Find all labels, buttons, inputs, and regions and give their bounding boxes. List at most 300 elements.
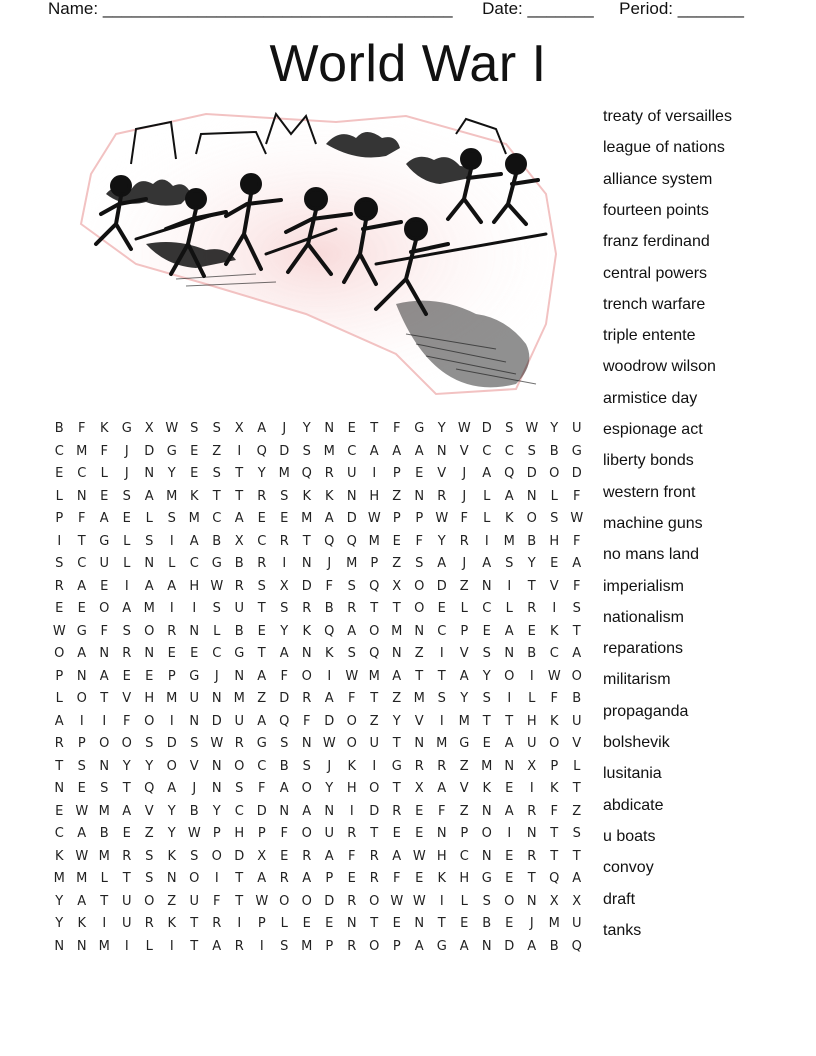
grid-letter[interactable]: P — [460, 623, 469, 639]
grid-letter[interactable]: M — [53, 871, 65, 886]
grid-letter[interactable]: F — [280, 668, 288, 684]
grid-letter[interactable]: C — [257, 533, 267, 549]
grid-letter[interactable]: B — [99, 826, 109, 841]
grid-letter[interactable]: R — [459, 533, 469, 549]
grid-letter[interactable]: O — [414, 601, 425, 616]
grid-letter[interactable]: O — [301, 668, 312, 684]
grid-letter[interactable]: E — [190, 646, 199, 661]
grid-letter[interactable]: C — [504, 443, 514, 459]
grid-letter[interactable]: E — [302, 916, 311, 931]
grid-letter[interactable]: Y — [437, 533, 446, 549]
grid-letter[interactable]: I — [529, 668, 534, 684]
grid-letter[interactable]: G — [99, 533, 110, 549]
grid-letter[interactable]: U — [571, 421, 582, 436]
grid-letter[interactable]: V — [414, 713, 424, 729]
grid-letter[interactable]: S — [482, 893, 491, 909]
grid-letter[interactable]: K — [77, 916, 87, 931]
grid-letter[interactable]: O — [211, 848, 222, 864]
grid-letter[interactable]: A — [167, 781, 177, 796]
grid-letter[interactable]: S — [122, 488, 131, 504]
grid-letter[interactable]: E — [392, 916, 401, 931]
grid-letter[interactable]: Z — [167, 893, 177, 909]
grid-letter[interactable]: I — [169, 533, 174, 549]
grid-letter[interactable]: Z — [257, 691, 267, 706]
grid-letter[interactable]: I — [552, 601, 557, 616]
grid-letter[interactable]: Q — [571, 938, 582, 954]
grid-letter[interactable]: R — [257, 556, 267, 571]
grid-letter[interactable]: Y — [257, 466, 266, 481]
grid-letter[interactable]: A — [437, 781, 447, 796]
grid-letter[interactable]: J — [192, 781, 197, 796]
grid-letter[interactable]: Z — [459, 578, 469, 594]
grid-letter[interactable]: L — [573, 758, 581, 774]
grid-letter[interactable]: D — [369, 803, 380, 819]
grid-letter[interactable]: E — [257, 511, 266, 526]
grid-letter[interactable]: T — [572, 848, 581, 864]
grid-letter[interactable]: S — [280, 601, 289, 616]
grid-letter[interactable]: G — [391, 758, 402, 774]
grid-letter[interactable]: M — [188, 511, 200, 526]
grid-letter[interactable]: N — [504, 646, 515, 661]
grid-letter[interactable]: M — [301, 938, 313, 954]
grid-letter[interactable]: O — [189, 871, 200, 886]
grid-letter[interactable]: N — [76, 488, 87, 504]
grid-letter[interactable]: T — [527, 578, 536, 594]
grid-letter[interactable]: B — [527, 646, 537, 661]
grid-letter[interactable]: Q — [301, 466, 312, 481]
grid-letter[interactable]: M — [391, 623, 403, 639]
grid-letter[interactable]: Y — [550, 421, 559, 436]
grid-letter[interactable]: L — [213, 623, 221, 639]
grid-letter[interactable]: N — [301, 646, 312, 661]
grid-letter[interactable]: M — [481, 758, 493, 774]
grid-letter[interactable]: A — [212, 938, 222, 954]
grid-letter[interactable]: F — [303, 713, 311, 729]
grid-letter[interactable]: N — [481, 938, 492, 954]
grid-letter[interactable]: L — [483, 511, 491, 526]
grid-letter[interactable]: N — [414, 736, 425, 751]
grid-letter[interactable]: W — [547, 668, 561, 684]
grid-letter[interactable]: S — [190, 421, 199, 436]
grid-letter[interactable]: L — [460, 893, 468, 909]
grid-letter[interactable]: D — [256, 803, 267, 819]
grid-letter[interactable]: L — [123, 556, 131, 571]
grid-letter[interactable]: I — [327, 668, 332, 684]
grid-letter[interactable]: V — [144, 803, 154, 819]
grid-letter[interactable]: A — [122, 601, 132, 616]
grid-letter[interactable]: T — [370, 691, 379, 706]
grid-letter[interactable]: U — [189, 691, 199, 706]
grid-letter[interactable]: Y — [437, 421, 446, 436]
grid-letter[interactable]: S — [302, 443, 311, 459]
grid-letter[interactable]: Z — [392, 691, 402, 706]
grid-letter[interactable]: E — [122, 511, 131, 526]
grid-letter[interactable]: M — [346, 556, 358, 571]
grid-letter[interactable]: W — [390, 893, 404, 909]
grid-letter[interactable]: E — [55, 803, 64, 819]
grid-letter[interactable]: I — [349, 803, 354, 819]
grid-letter[interactable]: A — [144, 578, 154, 594]
grid-letter[interactable]: T — [437, 916, 446, 931]
grid-letter[interactable]: N — [301, 556, 312, 571]
grid-letter[interactable]: S — [572, 826, 581, 841]
grid-letter[interactable]: W — [435, 511, 449, 526]
grid-letter[interactable]: N — [414, 623, 425, 639]
grid-letter[interactable]: F — [325, 578, 333, 594]
grid-letter[interactable]: D — [324, 893, 335, 909]
grid-letter[interactable]: E — [55, 466, 64, 481]
grid-letter[interactable]: T — [55, 758, 64, 774]
grid-letter[interactable]: T — [235, 871, 244, 886]
grid-letter[interactable]: U — [234, 713, 244, 729]
grid-letter[interactable]: N — [99, 646, 110, 661]
grid-letter[interactable]: W — [187, 826, 201, 841]
grid-letter[interactable]: K — [324, 646, 334, 661]
grid-letter[interactable]: S — [55, 556, 64, 571]
grid-letter[interactable]: E — [482, 736, 491, 751]
grid-letter[interactable]: E — [77, 601, 86, 616]
grid-letter[interactable]: M — [548, 916, 560, 931]
grid-letter[interactable]: K — [324, 488, 334, 504]
grid-letter[interactable]: X — [414, 781, 424, 796]
grid-letter[interactable]: M — [323, 443, 335, 459]
grid-letter[interactable]: P — [77, 736, 86, 751]
grid-letter[interactable]: R — [527, 803, 537, 819]
grid-letter[interactable]: U — [121, 893, 132, 909]
grid-letter[interactable]: O — [369, 938, 380, 954]
grid-letter[interactable]: S — [190, 848, 199, 864]
grid-letter[interactable]: I — [282, 556, 287, 571]
grid-letter[interactable]: X — [572, 893, 582, 909]
grid-letter[interactable]: E — [280, 511, 289, 526]
grid-letter[interactable]: A — [324, 511, 334, 526]
grid-letter[interactable]: Q — [324, 623, 335, 639]
grid-letter[interactable]: R — [257, 488, 267, 504]
grid-letter[interactable]: P — [392, 466, 401, 481]
grid-letter[interactable]: Z — [459, 803, 469, 819]
grid-letter[interactable]: K — [437, 871, 447, 886]
grid-letter[interactable]: T — [100, 691, 109, 706]
grid-letter[interactable]: I — [439, 646, 444, 661]
grid-letter[interactable]: S — [482, 646, 491, 661]
grid-letter[interactable]: M — [436, 736, 448, 751]
grid-letter[interactable]: B — [279, 758, 289, 774]
grid-letter[interactable]: N — [481, 803, 492, 819]
grid-letter[interactable]: Y — [325, 781, 334, 796]
grid-letter[interactable]: D — [436, 578, 447, 594]
grid-letter[interactable]: W — [570, 511, 584, 526]
grid-letter[interactable]: R — [234, 578, 244, 594]
grid-letter[interactable]: N — [211, 758, 222, 774]
grid-letter[interactable]: O — [369, 893, 380, 909]
grid-letter[interactable]: A — [459, 668, 469, 684]
grid-letter[interactable]: F — [78, 421, 86, 436]
grid-letter[interactable]: O — [549, 736, 560, 751]
grid-letter[interactable]: T — [257, 601, 266, 616]
grid-letter[interactable]: J — [462, 556, 467, 571]
grid-letter[interactable]: Z — [572, 803, 582, 819]
grid-letter[interactable]: T — [370, 601, 379, 616]
grid-letter[interactable]: T — [572, 623, 581, 639]
grid-letter[interactable]: K — [99, 421, 109, 436]
grid-letter[interactable]: G — [436, 938, 447, 954]
grid-letter[interactable]: J — [327, 556, 332, 571]
grid-letter[interactable]: X — [144, 421, 154, 436]
grid-letter[interactable]: L — [505, 601, 513, 616]
grid-letter[interactable]: L — [168, 556, 176, 571]
grid-letter[interactable]: Y — [482, 668, 491, 684]
grid-letter[interactable]: I — [372, 758, 377, 774]
grid-letter[interactable]: C — [482, 443, 492, 459]
grid-letter[interactable]: A — [392, 443, 402, 459]
grid-letter[interactable]: R — [369, 848, 379, 864]
grid-letter[interactable]: A — [414, 938, 424, 954]
grid-letter[interactable]: I — [169, 601, 174, 616]
grid-letter[interactable]: F — [348, 691, 356, 706]
grid-letter[interactable]: K — [482, 781, 492, 796]
grid-letter[interactable]: C — [212, 511, 222, 526]
grid-letter[interactable]: Z — [392, 488, 402, 504]
grid-letter[interactable]: A — [54, 713, 64, 729]
grid-letter[interactable]: J — [124, 443, 129, 459]
grid-letter[interactable]: L — [280, 916, 288, 931]
grid-letter[interactable]: K — [167, 848, 177, 864]
grid-letter[interactable]: S — [572, 601, 581, 616]
grid-letter[interactable]: O — [571, 668, 582, 684]
grid-letter[interactable]: J — [124, 466, 129, 481]
grid-letter[interactable]: R — [212, 916, 222, 931]
grid-letter[interactable]: O — [481, 826, 492, 841]
grid-letter[interactable]: O — [99, 736, 110, 751]
grid-letter[interactable]: F — [573, 578, 581, 594]
grid-letter[interactable]: M — [76, 443, 88, 459]
grid-letter[interactable]: A — [504, 736, 514, 751]
grid-letter[interactable]: X — [392, 578, 402, 594]
grid-letter[interactable]: H — [234, 826, 245, 841]
grid-letter[interactable]: B — [324, 601, 334, 616]
grid-letter[interactable]: G — [256, 736, 267, 751]
grid-letter[interactable]: G — [459, 736, 470, 751]
grid-letter[interactable]: O — [549, 466, 560, 481]
grid-letter[interactable]: P — [460, 826, 469, 841]
grid-letter[interactable]: K — [347, 758, 357, 774]
grid-letter[interactable]: K — [549, 713, 559, 729]
grid-letter[interactable]: P — [212, 826, 221, 841]
grid-letter[interactable]: E — [482, 623, 491, 639]
grid-letter[interactable]: N — [189, 623, 200, 639]
grid-letter[interactable]: E — [392, 826, 401, 841]
grid-letter[interactable]: S — [212, 421, 221, 436]
grid-letter[interactable]: N — [166, 871, 177, 886]
grid-letter[interactable]: L — [145, 938, 153, 954]
grid-letter[interactable]: U — [571, 713, 582, 729]
grid-letter[interactable]: K — [54, 848, 64, 864]
grid-letter[interactable]: A — [459, 938, 469, 954]
grid-letter[interactable]: O — [279, 893, 290, 909]
grid-letter[interactable]: C — [54, 826, 64, 841]
grid-letter[interactable]: T — [212, 488, 221, 504]
grid-letter[interactable]: U — [526, 736, 537, 751]
grid-letter[interactable]: N — [346, 488, 357, 504]
grid-letter[interactable]: R — [527, 848, 537, 864]
grid-letter[interactable]: T — [235, 893, 244, 909]
grid-letter[interactable]: E — [505, 871, 514, 886]
grid-letter[interactable]: I — [439, 713, 444, 729]
grid-letter[interactable]: J — [529, 916, 534, 931]
grid-letter[interactable]: C — [257, 758, 267, 774]
grid-letter[interactable]: T — [392, 736, 401, 751]
grid-letter[interactable]: A — [504, 488, 514, 504]
grid-letter[interactable]: I — [507, 578, 512, 594]
grid-letter[interactable]: Y — [122, 758, 131, 774]
grid-letter[interactable]: K — [302, 488, 312, 504]
grid-letter[interactable]: W — [412, 893, 426, 909]
grid-letter[interactable]: O — [54, 646, 65, 661]
grid-letter[interactable]: L — [55, 488, 63, 504]
grid-letter[interactable]: W — [75, 848, 89, 864]
grid-letter[interactable]: F — [415, 533, 423, 549]
grid-letter[interactable]: F — [123, 713, 131, 729]
grid-letter[interactable]: A — [302, 871, 312, 886]
grid-letter[interactable]: I — [507, 826, 512, 841]
grid-letter[interactable]: R — [167, 623, 177, 639]
grid-letter[interactable]: A — [482, 466, 492, 481]
grid-letter[interactable]: R — [392, 803, 402, 819]
grid-letter[interactable]: P — [415, 511, 424, 526]
grid-letter[interactable]: L — [483, 488, 491, 504]
grid-letter[interactable]: A — [257, 713, 267, 729]
grid-letter[interactable]: A — [369, 443, 379, 459]
grid-letter[interactable]: S — [505, 556, 514, 571]
grid-letter[interactable]: S — [77, 758, 86, 774]
grid-letter[interactable]: T — [370, 826, 379, 841]
grid-letter[interactable]: T — [392, 601, 401, 616]
grid-letter[interactable]: A — [77, 578, 87, 594]
grid-letter[interactable]: E — [190, 443, 199, 459]
grid-letter[interactable]: Q — [369, 578, 380, 594]
grid-letter[interactable]: C — [437, 623, 447, 639]
grid-letter[interactable]: E — [505, 781, 514, 796]
grid-letter[interactable]: H — [144, 691, 155, 706]
grid-letter[interactable]: T — [437, 668, 446, 684]
grid-letter[interactable]: D — [144, 443, 155, 459]
grid-letter[interactable]: W — [165, 421, 179, 436]
grid-letter[interactable]: S — [415, 556, 424, 571]
grid-letter[interactable]: N — [504, 758, 515, 774]
grid-letter[interactable]: V — [459, 781, 469, 796]
grid-letter[interactable]: R — [302, 691, 312, 706]
grid-letter[interactable]: M — [233, 691, 245, 706]
grid-letter[interactable]: M — [503, 533, 515, 549]
grid-letter[interactable]: D — [279, 691, 290, 706]
grid-letter[interactable]: E — [505, 848, 514, 864]
grid-letter[interactable]: C — [189, 556, 199, 571]
grid-letter[interactable]: O — [526, 511, 537, 526]
grid-letter[interactable]: S — [212, 601, 221, 616]
grid-letter[interactable]: A — [437, 556, 447, 571]
grid-letter[interactable]: C — [54, 443, 64, 459]
grid-letter[interactable]: F — [550, 691, 558, 706]
grid-letter[interactable]: L — [123, 533, 131, 549]
grid-letter[interactable]: V — [549, 578, 559, 594]
grid-letter[interactable]: Y — [167, 826, 176, 841]
grid-letter[interactable]: S — [437, 691, 446, 706]
grid-letter[interactable]: N — [414, 916, 425, 931]
grid-letter[interactable]: S — [100, 781, 109, 796]
grid-letter[interactable]: W — [457, 421, 471, 436]
grid-letter[interactable]: K — [549, 623, 559, 639]
grid-letter[interactable]: L — [100, 466, 108, 481]
grid-letter[interactable]: Q — [256, 443, 267, 459]
grid-letter[interactable]: E — [527, 623, 536, 639]
grid-letter[interactable]: L — [145, 511, 153, 526]
grid-letter[interactable]: L — [550, 488, 558, 504]
grid-letter[interactable]: Y — [167, 466, 176, 481]
grid-letter[interactable]: A — [504, 803, 514, 819]
grid-letter[interactable]: U — [234, 601, 244, 616]
grid-letter[interactable]: U — [189, 893, 199, 909]
grid-letter[interactable]: D — [234, 848, 245, 864]
grid-letter[interactable]: S — [145, 848, 154, 864]
grid-letter[interactable]: C — [347, 443, 357, 459]
grid-letter[interactable]: A — [482, 556, 492, 571]
grid-letter[interactable]: M — [368, 668, 380, 684]
grid-letter[interactable]: G — [76, 623, 87, 639]
grid-letter[interactable]: Y — [302, 421, 311, 436]
grid-letter[interactable]: I — [237, 916, 242, 931]
grid-letter[interactable]: I — [79, 713, 84, 729]
grid-letter[interactable]: I — [124, 938, 129, 954]
grid-letter[interactable]: E — [145, 668, 154, 684]
grid-letter[interactable]: N — [54, 938, 65, 954]
grid-letter[interactable]: B — [54, 421, 64, 436]
grid-letter[interactable]: I — [102, 713, 107, 729]
grid-letter[interactable]: J — [327, 758, 332, 774]
grid-letter[interactable]: N — [76, 668, 87, 684]
grid-letter[interactable]: J — [214, 668, 219, 684]
grid-letter[interactable]: R — [347, 893, 357, 909]
grid-letter[interactable]: R — [324, 466, 334, 481]
grid-letter[interactable]: Y — [460, 691, 469, 706]
grid-letter[interactable]: A — [77, 646, 87, 661]
grid-letter[interactable]: T — [550, 848, 559, 864]
grid-letter[interactable]: N — [436, 443, 447, 459]
grid-letter[interactable]: I — [507, 691, 512, 706]
grid-letter[interactable]: X — [234, 421, 244, 436]
grid-letter[interactable]: P — [392, 938, 401, 954]
grid-letter[interactable]: N — [144, 646, 155, 661]
grid-letter[interactable]: O — [369, 623, 380, 639]
grid-letter[interactable]: T — [257, 646, 266, 661]
grid-letter[interactable]: O — [166, 758, 177, 774]
grid-letter[interactable]: R — [347, 826, 357, 841]
grid-letter[interactable]: B — [482, 916, 492, 931]
grid-letter[interactable]: W — [75, 803, 89, 819]
grid-letter[interactable]: W — [210, 736, 224, 751]
grid-letter[interactable]: D — [166, 736, 177, 751]
grid-letter[interactable]: A — [167, 578, 177, 594]
grid-letter[interactable]: O — [301, 893, 312, 909]
grid-letter[interactable]: T — [572, 781, 581, 796]
grid-letter[interactable]: T — [370, 916, 379, 931]
grid-letter[interactable]: T — [235, 488, 244, 504]
grid-letter[interactable]: Y — [167, 803, 176, 819]
grid-letter[interactable]: N — [54, 781, 65, 796]
grid-letter[interactable]: T — [302, 533, 311, 549]
grid-letter[interactable]: Y — [280, 623, 289, 639]
grid-letter[interactable]: N — [301, 736, 312, 751]
grid-letter[interactable]: W — [345, 668, 359, 684]
